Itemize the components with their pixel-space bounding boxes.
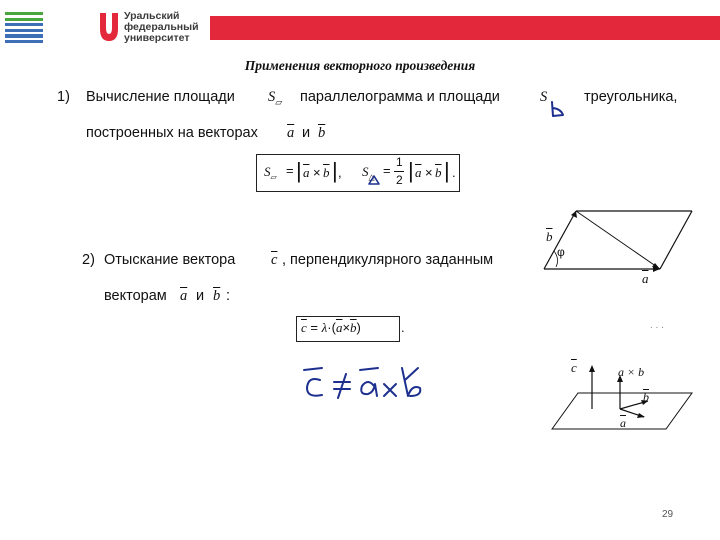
formula1-comma: , <box>338 165 342 180</box>
formula2-lambda: λ <box>321 320 328 335</box>
formula1-times2: × <box>425 165 433 180</box>
university-logo-icon <box>98 12 120 42</box>
item2-text-line2: векторам <box>104 288 167 304</box>
vector-b: $\overline{b}$ <box>213 288 221 304</box>
logo-stripes <box>5 12 43 44</box>
formula1-period: . <box>452 165 456 180</box>
item1-text-c: треугольника, <box>584 89 678 105</box>
university-name <box>124 11 199 44</box>
formula2-a: $\overline{a}$ <box>335 320 343 335</box>
fraction-bar <box>394 171 404 172</box>
symbol-S: S <box>264 164 271 179</box>
university-name-line: федеральный <box>124 21 199 33</box>
formula1-eq2: = <box>383 163 391 178</box>
vector-c: $\overline{c}$ <box>271 252 278 268</box>
item1-text-line2: построенных на векторах <box>86 125 258 141</box>
subscript-parallelogram: ▱ <box>270 172 277 182</box>
formula2-period: . <box>401 320 405 335</box>
formula2-times: × <box>342 320 351 335</box>
item1-number: 1) <box>57 89 70 105</box>
handwritten-triangle-mark <box>547 100 567 120</box>
formula2-eq: = <box>310 320 318 335</box>
vector-a: $\overline{a}$ <box>180 288 188 304</box>
conjunction-and: и <box>196 288 205 304</box>
item1-S-parallelogram <box>268 89 282 108</box>
formula1-abs-close: | <box>332 158 338 183</box>
subscript-triangle: △ <box>368 172 375 182</box>
item2-text-a: Отыскание вектора <box>104 252 236 268</box>
item2-text-b: , перпендикулярного заданным <box>282 252 494 268</box>
formula2-dot: · <box>327 320 332 335</box>
handwritten-triangle-small <box>366 174 382 186</box>
fig2-label-a: $\overline{a}$ <box>620 416 626 430</box>
formula1-abs-close2: | <box>444 158 450 183</box>
formula2-b: $\overline{b}$ <box>350 320 357 335</box>
formula2-open: ( <box>331 320 336 335</box>
formula1-a2: $\overline{a}$ <box>415 165 422 180</box>
ellipsis-dots: . . . <box>650 320 664 331</box>
symbol-S: S <box>268 89 276 105</box>
formula2-close: ) <box>356 320 361 335</box>
symbol-S: S <box>362 164 369 179</box>
colon: : <box>226 288 231 304</box>
formula1-times: × <box>313 165 321 180</box>
university-name-line: университет <box>124 32 190 44</box>
formula2-c: $\overline{c}$ <box>301 320 307 335</box>
vector-a: $\overline{a}$ <box>287 125 295 141</box>
formula1-S-parallelogram <box>264 164 277 182</box>
formula1-b: $\overline{b}$ <box>323 165 330 180</box>
item2-number: 2) <box>82 252 95 268</box>
fig2-label-c: $\overline{c}$ <box>571 360 577 375</box>
item1-text-a: Вычисление площади <box>86 89 235 105</box>
fig2-label-axb: a × b <box>618 365 645 379</box>
page-number: 29 <box>662 509 674 520</box>
subscript-parallelogram: ▱ <box>275 96 283 107</box>
fig1-label-a: $\overline{a}$ <box>642 271 649 286</box>
formula1-num: 1 <box>396 155 403 169</box>
item1-S-triangle: S <box>540 89 548 105</box>
formula1-b2: $\overline{b}$ <box>435 165 442 180</box>
slide-title: Применения векторного произведения <box>244 58 476 73</box>
item1-text-b: параллелограмма и площади <box>300 89 500 105</box>
vector-b: $\overline{b}$ <box>318 125 326 141</box>
header-red-bar <box>210 16 720 40</box>
fig1-label-b: $\overline{b}$ <box>546 229 553 244</box>
formula1-eq: = <box>286 163 294 178</box>
university-name-line: Уральский <box>124 10 180 22</box>
fig1-label-phi: φ <box>557 245 565 259</box>
formula1-den: 2 <box>396 173 403 187</box>
formula1-a: $\overline{a}$ <box>303 165 310 180</box>
formula1-abs-open: | <box>296 158 302 183</box>
fig2-label-b: $\overline{b}$ <box>643 390 649 404</box>
handwritten-inequality <box>298 362 428 408</box>
formula2 <box>301 320 361 336</box>
conjunction-and: и <box>302 125 311 141</box>
formula1-abs-open2: | <box>408 158 414 183</box>
